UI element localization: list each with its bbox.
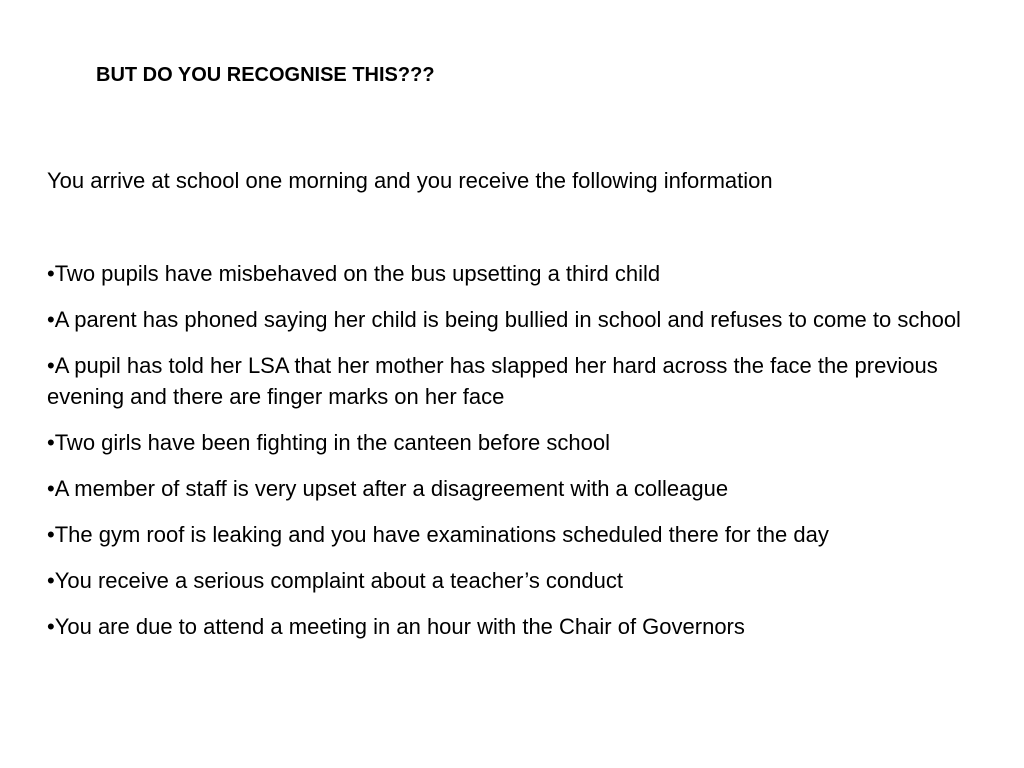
bullet-item-bullying-call: •A parent has phoned saying her child is being bullied in school and refuses to come to school	[47, 307, 961, 332]
bullet-list	[47, 258, 967, 657]
bullet-item-pupil-disclosure: •A pupil has told her LSA that her mother has slapped her hard across the face the previous evening and there are finger marks on her face	[47, 353, 938, 409]
intro-text: You arrive at school one morning and you receive the following information	[47, 168, 773, 193]
bullet-item-staff-upset: •A member of staff is very upset after a disagreement with a colleague	[47, 476, 729, 501]
bullet-item-canteen-fight: •Two girls have been fighting in the canteen before school	[47, 430, 610, 455]
bullet-item-bus-misbehaviour: •Two pupils have misbehaved on the bus upsetting a third child	[47, 261, 661, 286]
slide-title: BUT DO YOU RECOGNISE THIS???	[96, 64, 435, 86]
bullet-item-governors-meeting: •You are due to attend a meeting in an hour with the Chair of Governors	[47, 614, 745, 639]
bullet-item-gym-roof: •The gym roof is leaking and you have examinations scheduled there for the day	[47, 522, 829, 547]
bullet-item-teacher-complaint: •You receive a serious complaint about a teacher’s conduct	[47, 568, 623, 593]
